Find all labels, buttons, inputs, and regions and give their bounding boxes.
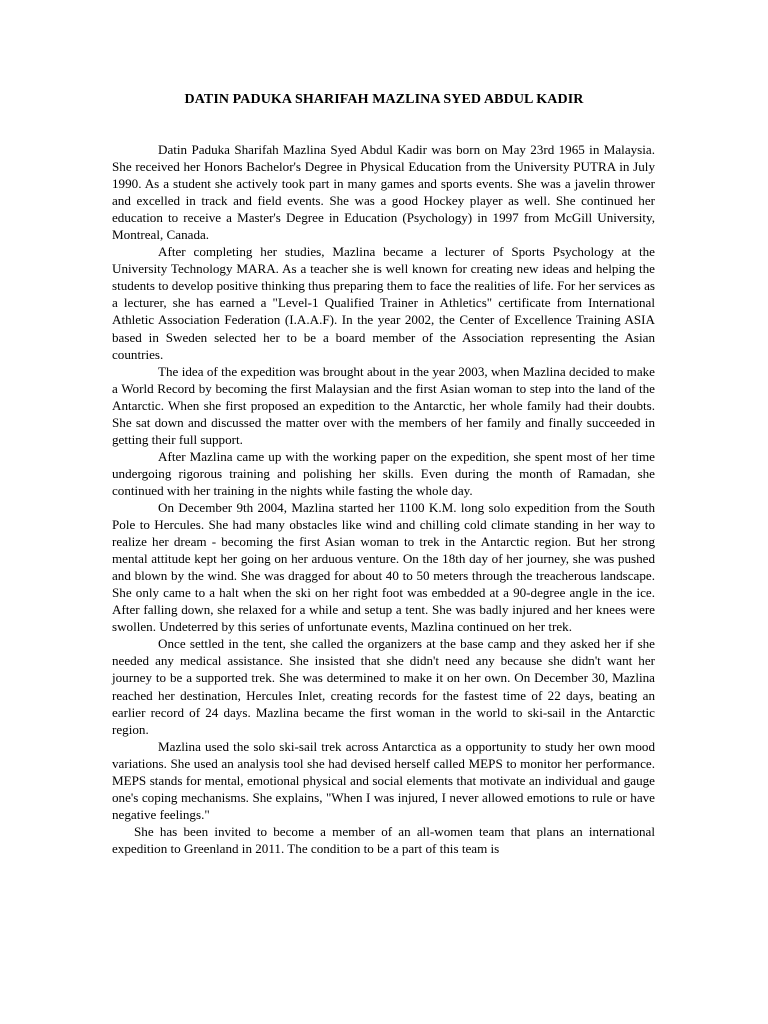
paragraph-meps: Mazlina used the solo ski-sail trek across Antarctica as a opportunity to study her own mood variations. She used an analysis tool she had devised herself called MEPS to monitor her performance. MEPS stands for mental, emotional physical and social elements that motivate an individual and gauge one's coping mechanisms. She explains, "When I was injured, I never allowed emotions to rule or have negative feelings."	[112, 738, 655, 822]
paragraph-training: After Mazlina came up with the working paper on the expedition, she spent most of her time undergoing rigorous training and polishing her skills. Even during the month of Ramadan, she continued with her training in the nights while fasting the whole day.	[112, 448, 655, 498]
paragraph-greenland: She has been invited to become a member of an all-women team that plans an international expedition to Greenland in 2011. The condition to be a part of this team is	[112, 823, 655, 856]
paragraph-lecturer: After completing her studies, Mazlina became a lecturer of Sports Psychology at the University Technology MARA. As a teacher she is well known for creating new ideas and helping the students to develop positive thinking thus preparing them to face the realities of life. For her services as a lecturer, she has earned a "Level-1 Qualified Trainer in Athletics" certificate from International Athletic Association Federation (I.A.A.F). In the year 2002, the Center of Excellence Training ASIA based in Sweden selected her to be a board member of the Association representing the Asian countries.	[112, 244, 655, 362]
paragraph-tent-records: Once settled in the tent, she called the organizers at the base camp and they asked her if she needed any medical assistance. She insisted that she didn't need any because she didn't want her journey to be a supported trek. She was determined to make it on her own. On December 30, Mazlina reached her destination, Hercules Inlet, creating records for the fastest time of 22 days, beating an earlier record of 24 days. Mazlina became the first woman in the world to ski-sail in the Antarctic region.	[112, 636, 655, 737]
paragraph-solo-expedition: On December 9th 2004, Mazlina started her 1100 K.M. long solo expedition from the South Pole to Hercules. She had many obstacles like wind and chilling cold climate standing in her way to realize her dream - becoming the first Asian woman to trek in the Antarctic region. But her strong mental attitude kept her going on her arduous venture. On the 18th day of her journey, she was pushed and blown by the wind. She was dragged for about 40 to 50 meters through the treacherous landscape. She only came to a halt when the ski on her right foot was embedded at a 90-degree angle in the ice. After falling down, she relaxed for a while and setup a tent. She was badly injured and her knees were swollen. Undeterred by this series of unfortunate events, Mazlina continued on her trek.	[112, 499, 655, 635]
document-body	[112, 141, 655, 857]
paragraph-birth-education: Datin Paduka Sharifah Mazlina Syed Abdul Kadir was born on May 23rd 1965 in Malaysia. She received her Honors Bachelor's Degree in Physical Education from the University PUTRA in July 1990. As a student she actively took part in many games and sports events. She was a javelin thrower and excelled in track and field events. She was a good Hockey player as well. She continued her education to receive a Master's Degree in Education (Psychology) in 1997 from McGill University, Montreal, Canada.	[112, 142, 655, 243]
paragraph-expedition-idea: The idea of the expedition was brought about in the year 2003, when Mazlina decided to make a World Record by becoming the first Malaysian and the first Asian woman to step into the land of the Antarctic. When she first proposed an expedition to the Antarctic, her whole family had their doubts. She sat down and discussed the matter over with the members of her family and finally succeeded in getting their full support.	[112, 363, 655, 447]
document-title: DATIN PADUKA SHARIFAH MAZLINA SYED ABDUL KADIR	[184, 92, 584, 107]
